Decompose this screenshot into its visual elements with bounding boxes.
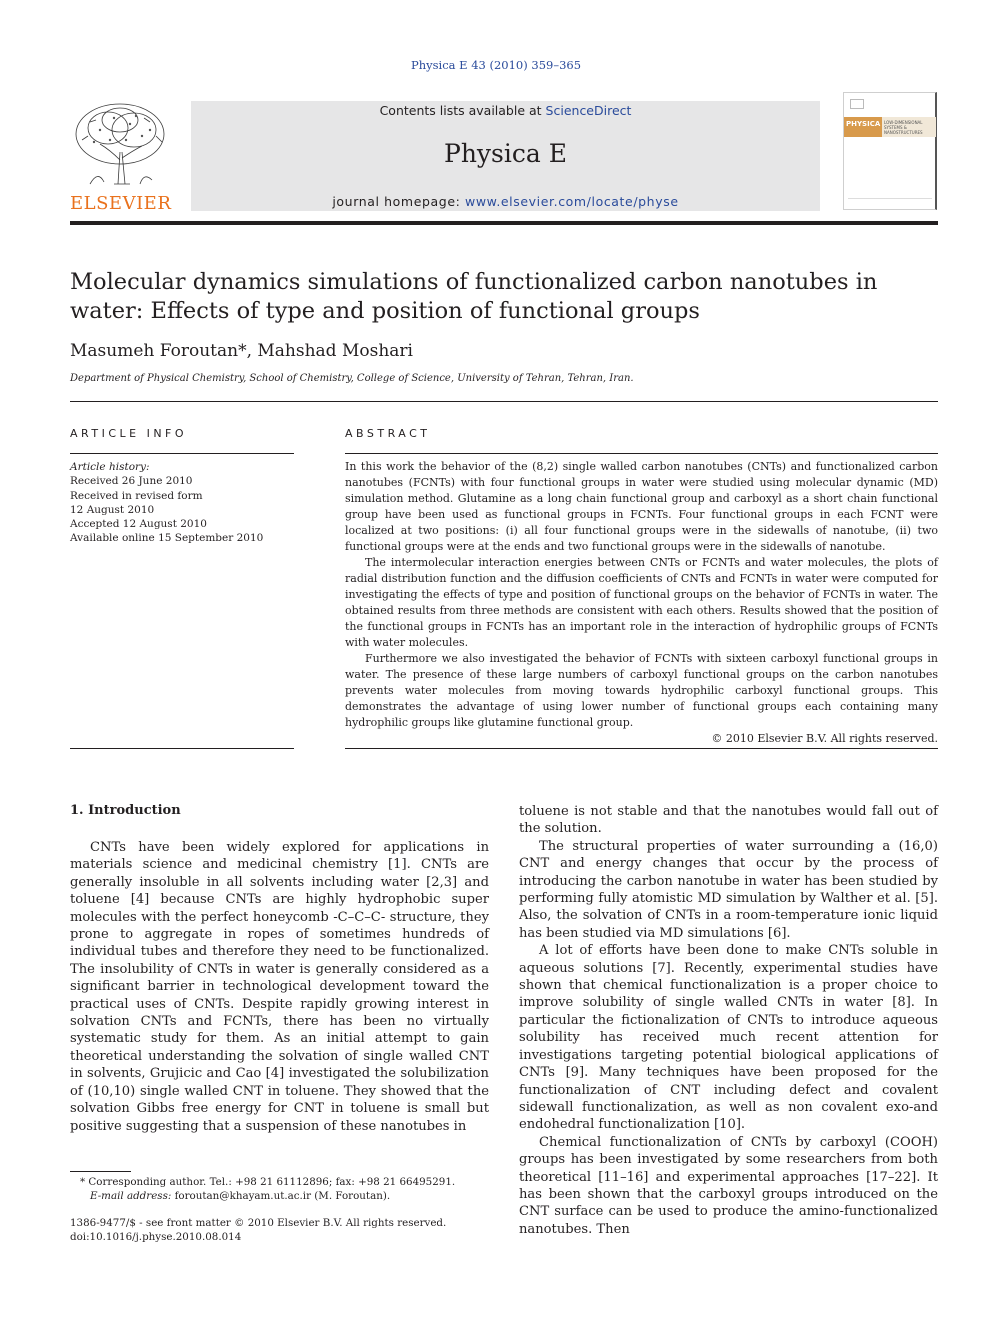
homepage-link[interactable]: www.elsevier.com/locate/physe: [465, 194, 679, 209]
abstract-paragraph: Furthermore we also investigated the behavior of FCNTs with sixteen carboxyl functional groups in water. The presence of these large numbers of carboxyl functional groups on the carbon nanotubes prevents water molecules from moving towards hydrophilic carboxyl functional groups. This demonstrates the advantage of using lower number of functional groups each containing many hydrophilic groups like glutamine functional group.: [345, 652, 938, 729]
journal-cover-thumbnail[interactable]: [843, 92, 937, 210]
journal-masthead: [191, 101, 820, 211]
history-item: 12 August 2010: [70, 503, 155, 516]
email-address[interactable]: foroutan@khayam.ut.ac.ir (M. Foroutan).: [174, 1190, 391, 1202]
cover-brand: PHYSICA: [844, 117, 882, 137]
history-item: Received in revised form: [70, 489, 203, 502]
cover-emblem-icon: [850, 99, 864, 109]
history-label: Article history:: [70, 461, 150, 473]
body-paragraph: CNTs have been widely explored for applications in materials science and medicinal chemistry [1]. CNTs are generally insoluble in all solvents including water [2,3] and toluene [4] because CNTs are highly hydrophobic super molecules with the perfect honeycomb -C–C–C- structure, they prone to aggregate in ropes of sometimes hundreds of individual tubes and therefore they need to be functionalized. The insolubility of CNTs in water is generally considered as a significant barrier in technological development toward the practical uses of CNTs. Despite rapidly growing interest in solvation CNTs and FCNTs, there has been no virtually systematic study for them. As an initial attempt to gain theoretical understanding the solvation of single walled CNT in solvents, Grujicic and Cao [4] investigated the solubilization of (10,10) single walled CNT in toluene. They showed that the solvation Gibbs free energy for CNT in toluene is small but positive suggesting that a suspension of these nanotubes in: [70, 840, 489, 1134]
journal-reference[interactable]: Physica E 43 (2010) 359–365: [410, 58, 582, 72]
cover-subtitle: LOW-DIMENSIONAL SYSTEMS & NANOSTRUCTURES: [884, 120, 923, 135]
body-paragraph: A lot of efforts have been done to make CNTs soluble in aqueous solutions [7]. Recently, experimental studies have shown that chemical functionalization is a proper choice to improve solubility of single walled CNTs in water [8]. In particular the fictionalization of CNTs to introduce aqueous solubility has received much recent attention for investigations targeting potential biological applications of CNTs [9]. Many techniques have been proposed for the functionalization of CNT including defect and covalent sidewall functionalization, as well as non covalent exo-and endohedral functionalization [10].: [519, 943, 938, 1133]
abstract-body: [345, 459, 938, 747]
contents-prefix: Contents lists available at: [379, 103, 546, 118]
article-info-bottom-rule: [70, 748, 294, 749]
abstract-bottom-rule: [345, 748, 938, 749]
abstract-paragraph: The intermolecular interaction energies between CNTs or FCNTs and water molecules, the plots of radial distribution function and the diffusion coefficients of CNTs and FCNTs in water were computed for investigating the effects of type and position of functional groups on the behavior of FCNTs in water. The obtained results from three methods are consistent with each others. Results showed that the position of the functional groups in FCNTs has an important role in the interaction of hydrophilic groups of FCNTs with water molecules.: [345, 556, 938, 649]
footnote-rule: [70, 1171, 131, 1172]
history-item: Accepted 12 August 2010: [70, 518, 207, 531]
homepage-line: [191, 194, 820, 209]
sciencedirect-link[interactable]: ScienceDirect: [545, 103, 632, 118]
footnote-email-line: [70, 1189, 455, 1203]
contents-line: [191, 103, 820, 118]
article-history: [70, 460, 294, 546]
front-matter: [70, 1216, 446, 1244]
article-info-rule: [70, 453, 294, 454]
title-rule: [70, 401, 938, 402]
email-label: E-mail address:: [90, 1190, 175, 1202]
issn-line: 1386-9477/$ - see front matter © 2010 Elsevier B.V. All rights reserved.: [70, 1217, 447, 1229]
cover-footer: [848, 198, 932, 205]
elsevier-logo[interactable]: [70, 100, 170, 212]
elsevier-wordmark: ELSEVIER: [70, 193, 172, 214]
corresponding-author-footnote: [70, 1175, 455, 1203]
journal-title: Physica E: [444, 139, 567, 168]
paper-title: Molecular dynamics simulations of functionalized carbon nanotubes in water: Effects of type and position of functional groups: [70, 269, 878, 324]
body-paragraph: Chemical functionalization of CNTs by carboxyl (COOH) groups has been investigated by some researchers from both theoretical [11–16] and experimental approaches [17–22]. It has been shown that the carboxyl groups introduced on the CNT surface can be used to produce the amino-functionalized nanotubes. Then: [519, 1134, 938, 1237]
body-column-right: [519, 803, 938, 1238]
body-column-left: [70, 839, 489, 1135]
abstract-paragraph: In this work the behavior of the (8,2) single walled carbon nanotubes (CNTs) and functionalized carbon nanotubes (FCNTs) with four functional groups in water were studied using molecular dynamic (MD) simulation method. Glutamine as a long chain functional group and carboxyl as a short chain functional group have been used as functional groups in FCNTs. Four functional groups in each FCNT were localized at two positions: (i) all four functional groups were in the sidewalls of nanotube, (ii) two functional groups were at the ends and two functional groups were in the sidewalls of nanotube.: [345, 460, 938, 553]
homepage-prefix: journal homepage:: [332, 194, 465, 209]
header-rule: [70, 221, 938, 225]
abstract-rule: [345, 453, 938, 454]
elsevier-tree-icon: [70, 100, 170, 190]
history-item: Available online 15 September 2010: [70, 532, 264, 545]
body-paragraph: The structural properties of water surrounding a (16,0) CNT and energy changes that occur by the process of introducing the carbon nanotube in water has been studied by performing fully atomistic MD simulation by Walther et al. [5]. Also, the solvation of CNTs in a room-temperature ionic liquid has been studied via MD simulations [6].: [519, 838, 938, 941]
history-item: Received 26 June 2010: [70, 475, 193, 488]
body-paragraph-continuation: toluene is not stable and that the nanotubes would fall out of the solution.: [519, 804, 938, 837]
author-list[interactable]: Masumeh Foroutan*, Mahshad Moshari: [70, 341, 413, 361]
affiliation: Department of Physical Chemistry, School of Chemistry, College of Science, University of Tehran, Tehran, Iran.: [70, 373, 634, 384]
abstract-copyright: © 2010 Elsevier B.V. All rights reserved.: [711, 732, 938, 745]
abstract-heading: ABSTRACT: [345, 427, 431, 440]
doi-link[interactable]: doi:10.1016/j.physe.2010.08.014: [70, 1231, 242, 1243]
article-info-heading: ARTICLE INFO: [70, 427, 188, 440]
footnote-contact: * Corresponding author. Tel.: +98 21 61112896; fax: +98 21 66495291.: [80, 1176, 456, 1188]
section-heading-introduction: 1. Introduction: [70, 803, 181, 818]
